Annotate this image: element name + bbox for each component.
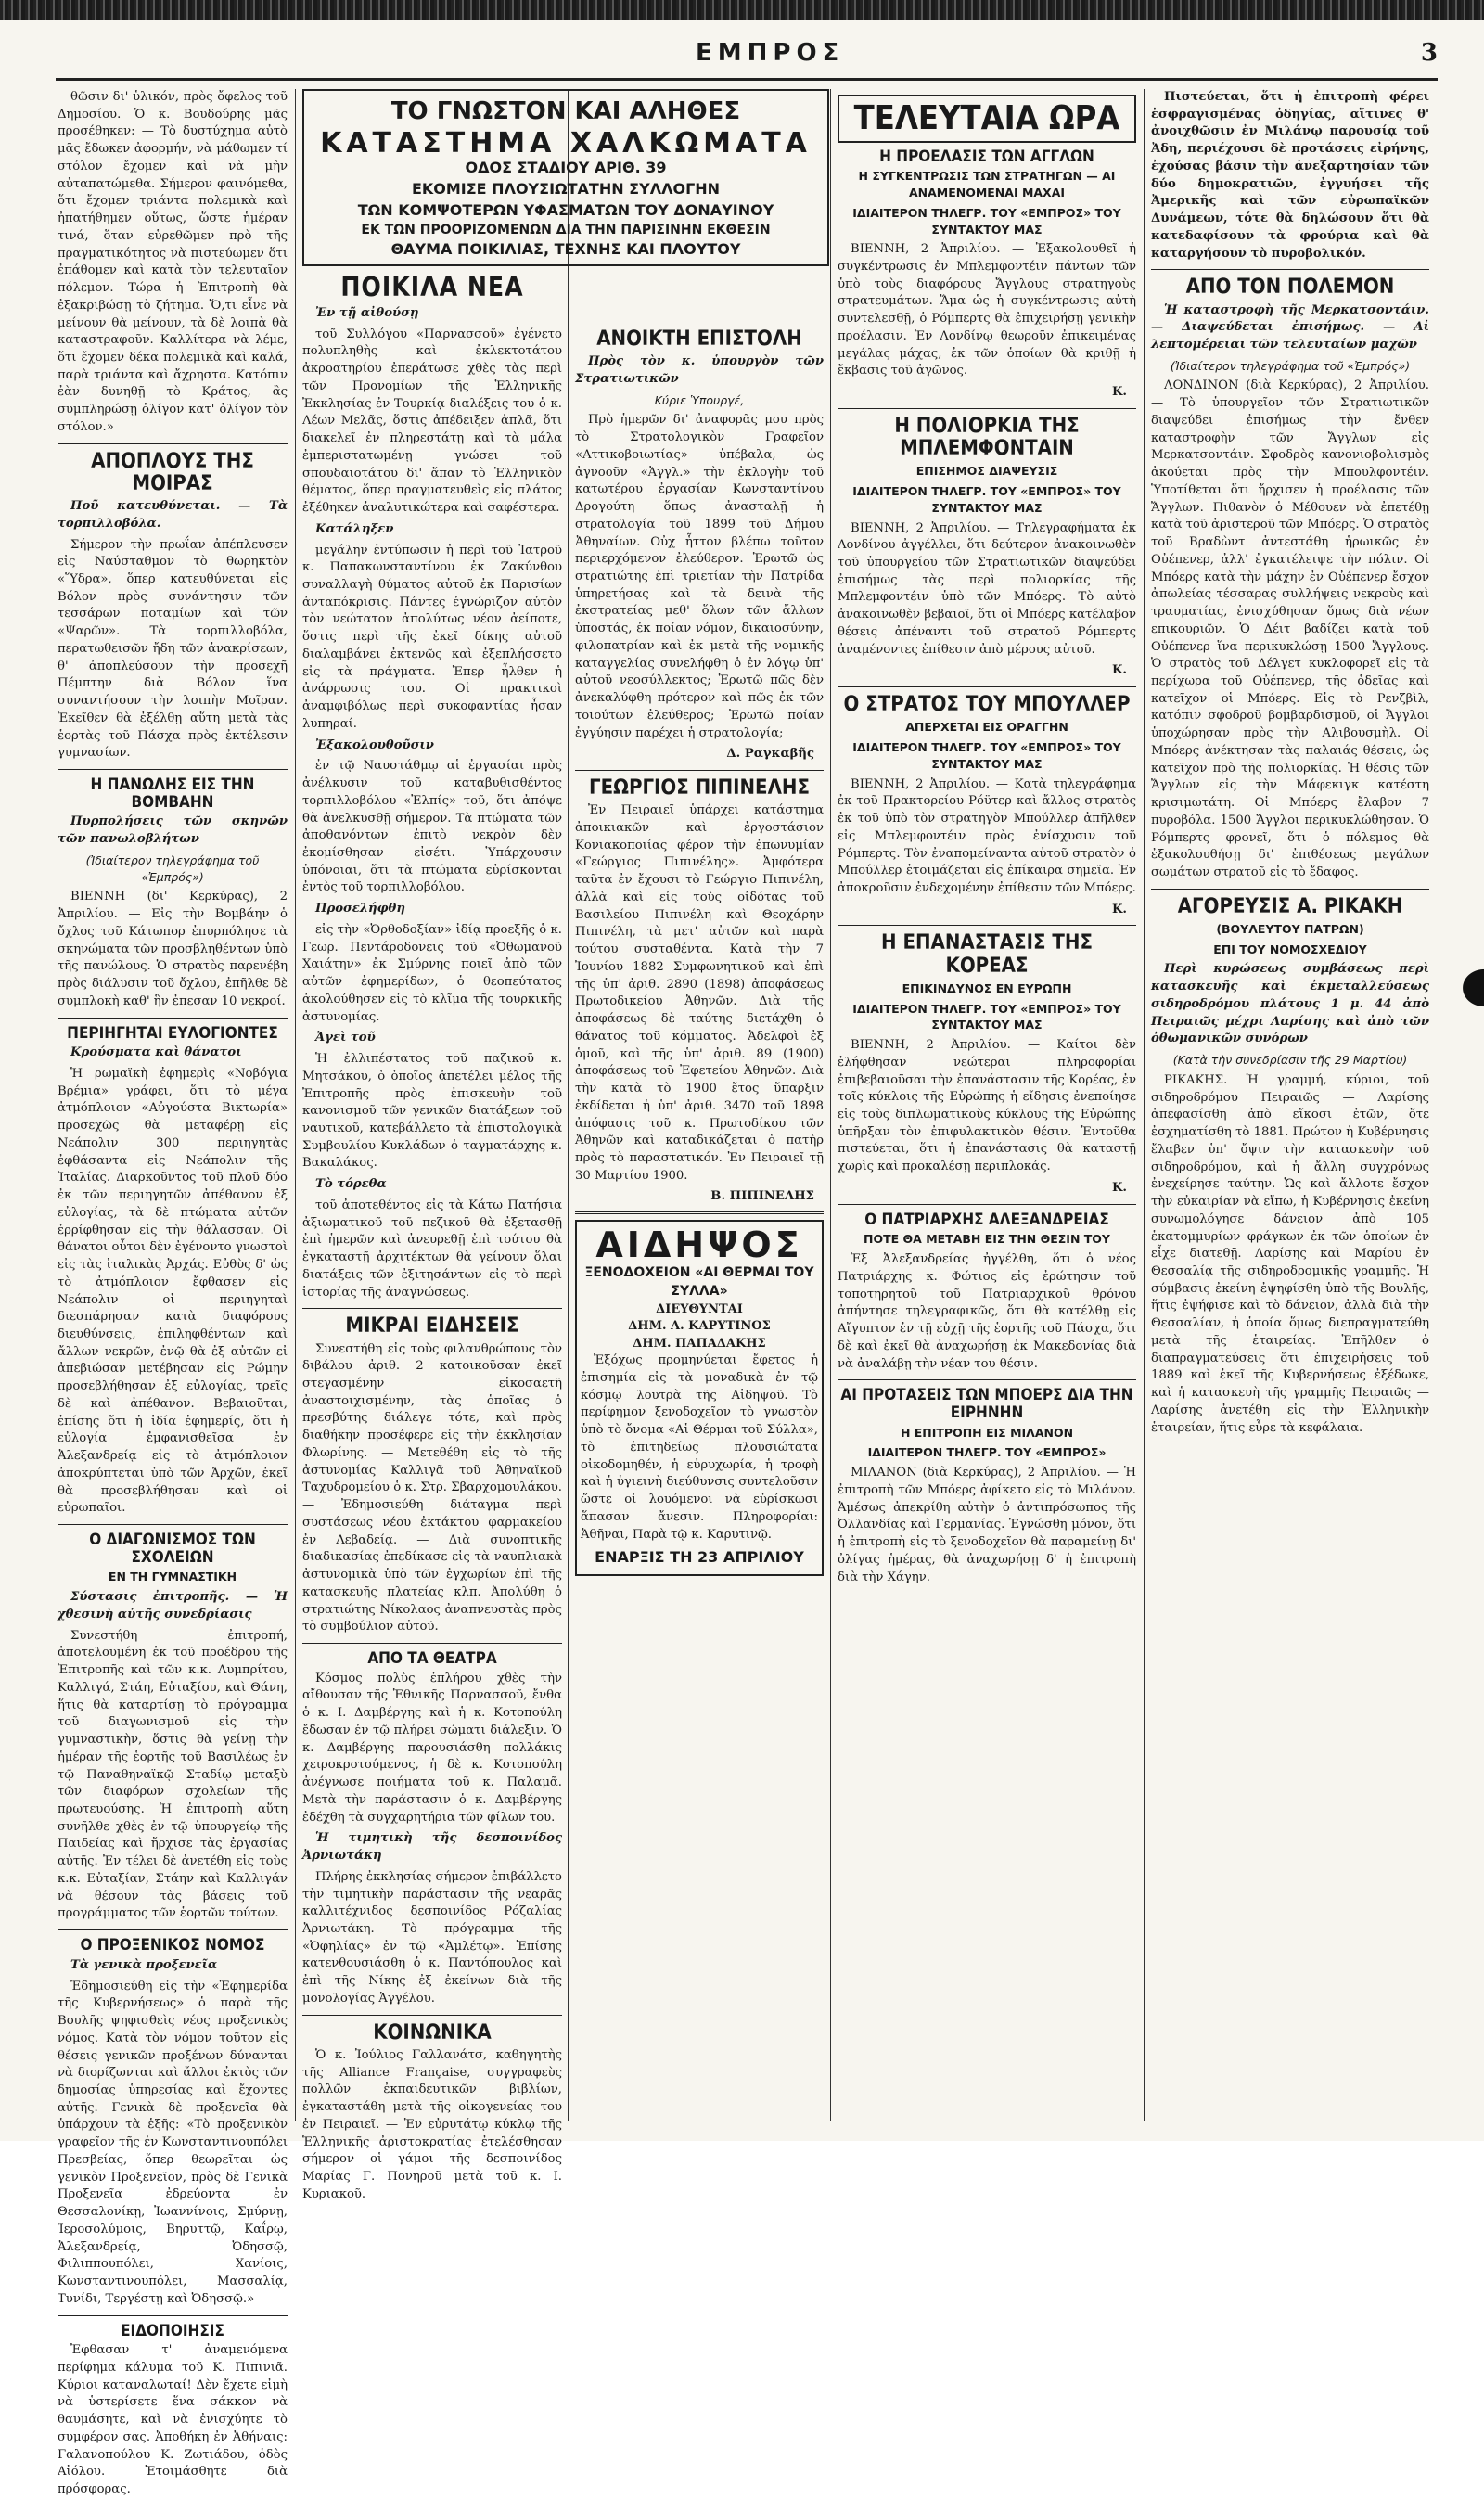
- newspaper-name: ΕΜΠΡΟΣ: [696, 39, 845, 67]
- article-body: Ἡ ρωμαϊκὴ ἐφημερὶς «Νοβόγια Βρέμια» γράφει, ὅτι τὸ μέγα ἀτμόπλοιον «Αὐγούστα Βικτωρία» προσεχῶς θὰ μεταφέρῃ εἰς Νεάπολιν 300 περιηγητὰς ἐφθάσαντα εἰς Νεάπολιν τῆς Ἰταλίας. Διαρκοῦντος τοῦ πλοῦ δύο ἐκ τῶν περιηγητῶν ἀπέθανον ἐξ εὐλογίας, τὰ δὲ πτώματα αὐτῶν ἐρρίφθησαν εἰς τὴν θάλασσαν. Οἱ θάνατοι οὗτοι δὲν ἐγένοντο γνωστοὶ εἰς τὰς ἰταλικὰς Ἀρχάς. Εὐθὺς δ' ὡς τὸ ἀτμόπλοιον ἔφθασεν εἰς Νεάπολιν οἱ περιηγηταὶ διεσπάρησαν κατὰ διαφόρους διευθύνσεις, ἐπιληφθέντων καὶ ἄλλων νεκρῶν, ἐνῷ θὰ ἐξ αὐτῶν εἰ ἀπεβιώσαν μετέβησαν εἰς Ρώμην προσεβλήθησαν ἐξ εὐλογίας, τρεῖς δὲ καὶ ἀπέθανον. Βεβαιοῦται, ἐπίσης ὅτι ἡ ἰδία ἐφημερίς, ὅτι ἡ εὐλογία ἐμφανισθεῖσα ἐν Ἀλεξανδρείᾳ εἰς τὸ ἀτμόπλοιον ἀποκρύπτεται ὑπὸ τῶν Ἀρχῶν, ἐκεῖ θὰ προσεβλήθησαν καὶ οἱ εὐρωπαῖοι.: [58, 1066, 288, 1516]
- column-rule: [568, 89, 569, 2121]
- column-4: [838, 89, 1136, 2130]
- article-continuation: θῶσιν δι' ὑλικόν, πρὸς ὄφελος τοῦ Δημοσίου. Ὁ κ. Βουδούρης μᾶς προσέθηκεν: — Τὸ δυστύχημα αὐτὸ μᾶς ἔδωκεν ἀφορμήν, νὰ μάθωμεν τί στόλον ἔχομεν καὶ νὰ μὴν αὐταπατώμεθα. Σήμερον φαινόμεθα, ὅτι ἔχομεν τριάντα πολεμικὰ καὶ ἠπατήθημεν οὕτως, ὥστε ἡμέραν τινά, ὅταν εὑρεθῶμεν πρὸ τῆς πραγματικότητος νὰ πιστεύωμεν ὅτι ἐπάθομεν καὶ κατὰ τὸν τελευταῖον πόλεμον. Τώρα ἡ Ἐπιτροπὴ θὰ ἐξακριβώσῃ τὸ ζήτημα. Ὅ,τι εἶνε νὰ μείνουν θὰ μείνουν, τὰ δὲ λοιπὰ θὰ καταστραφοῦν. Καλλίτερα νὰ λέμε, ὅτι ἔχομεν δέκα πολεμικὰ καὶ καλά, παρὰ τριάντα καὶ ἄχρηστα. Κατόπιν ἐὰν δυνηθῇ τὸ Κράτος, ἂς συμπληρώσῃ ὀλίγον κατ' ὀλίγον τὸν στόλον.»: [58, 90, 288, 434]
- ad-line: ΘΑΥΜΑ ΠΟΙΚΙΛΙΑΣ, ΤΕΧΝΗΣ ΚΑΙ ΠΛΟΥΤΟΥ: [390, 240, 741, 259]
- subheadline: ΕΠΙ ΤΟΥ ΝΟΜΟΣΧΕΔΙΟΥ: [1213, 942, 1367, 956]
- subheadline: Η ΕΠΙΤΡΟΠΗ ΕΙΣ ΜΙΛΑΝΟΝ: [900, 1425, 1074, 1440]
- headline-mikrai: ΜΙΚΡΑΙ ΕΙΔΗΣΕΙΣ: [345, 1314, 519, 1339]
- running-header: [65, 39, 1438, 76]
- ad-title: ΚΑΤΑΣΤΗΜΑ ΧΑΛΚΩΜΑΤΑ: [320, 126, 812, 160]
- signature: Κ.: [1111, 663, 1127, 678]
- signature: Κ.: [1111, 385, 1127, 400]
- headline-anoikti: ΑΝΟΙΚΤΗ ΕΠΙΣΤΟΛΗ: [596, 327, 802, 351]
- ad-body: Ἐξόχως προμηνύεται ἔφετος ἡ ἐπισημία εἰς τὰ μοναδικὰ ἐν τῷ κόσμῳ λουτρὰ τῆς Αἰδηψοῦ. Τὸ περίφημον ξενοδοχεῖον τὸ γνωστὸν ὑπὸ τὸ ὄνομα «Αἱ Θέρμαι τοῦ Σύλλα», τὸ ἐπιτηδείως πλουσιώτατα οἰκοδομηθέν, ἡ εὐρυχωρία, ἡ τροφὴ καὶ ἡ ὑγιεινὴ διεύθυνσις συντελοῦσιν ὥστε οἱ λουόμενοι νὰ εὑρίσκωσι ἅπασαν ἄνεσιν. Πληροφορίαι: Ἀθῆναι, Παρὰ τῷ κ. Καρυτινῷ.: [581, 1353, 818, 1542]
- article-body: ΒΙΕΝΝΗ (δι' Κερκύρας), 2 Ἀπριλίου. — Εἰς τὴν Βομβάην ὁ ὄχλος τοῦ Κάτωπορ ἐπυρπόλησε τὰ σκηνώματα τῶν προσβληθέντων ὑπὸ τῆς πανώλους. Ὁ στρατὸς παρενέβη πρὸς διάλυσιν τοῦ ὄχλου, ἐπῆλθε δὲ συμπλοκὴ καθ' ἣν ἐπεσαν 10 νεκροί.: [58, 890, 288, 1008]
- article-body: Ἐδημοσιεύθη εἰς τὴν «Ἐφημερίδα τῆς Κυβερνήσεως» ὁ παρὰ τῆς Βουλῆς ψηφισθεὶς νέος προξενικὸς νόμος. Κατὰ τὸν νόμον τοῦτον εἰς θέσεις γενικῶν προξένων δύνανται νὰ διορίζωνται καὶ ἄλλοι ἐκτὸς τῶν δημοσίας ὑπηρεσίας καὶ ἔχοντες αὐτῆς. Γενικὰ δὲ προξενεῖα θὰ ὑπάρχουν τὰ ἑξῆς: «Τὸ προξενικὸν γραφεῖον τῆς ἐν Κωνσταντινουπόλει Πρεσβείας, ὅπερ θεωρεῖται ὡς γενικὸν Προξενεῖον, πρὸς δὲ Γενικὰ Προξενεῖα ἐδρεύοντα ἐν Θεσσαλονίκῃ, Ἰωαννίνοις, Σμύρνῃ, Ἱεροσολύμοις, Βηρυττῷ, Καΐρῳ, Ἀλεξανδρείᾳ, Ὀδησσῷ, Φιλιππουπόλει, Χανίοις, Κωνσταντινουπόλει, Μασσαλίᾳ, Τυνίδι, Τεργέστῃ καὶ Ὀδησσῷ.»: [58, 1979, 288, 2306]
- subheadline: ΕΠΙΣΗΜΟΣ ΔΙΑΨΕΥΣΙΣ: [915, 464, 1058, 479]
- article-body: Ἡ ἐλλιπέστατος τοῦ παζικοῦ κ. Μητσάκου, ὁ ὁποῖος ἀπετέλει μέλος τῆς Ἐπιτροπῆς πρὸς ἐπισκευὴν τοῦ κανονισμοῦ τῶν γενικῶν διατάξεων τοῦ ναυτικοῦ, κατεβάλλετο τὰ ἐπιστολογικὰ Συμβουλίου Κυκλάδων ὁ ταγματάρχης κ. Βακαλάκος.: [302, 1052, 562, 1171]
- kicker: Κρούσματα καὶ θάνατοι: [70, 1045, 242, 1060]
- article-body: μεγάλην ἐντύπωσιν ἡ περὶ τοῦ Ἰατροῦ κ. Παπακωνσταντίνου ἐκ Ζακύνθου συναλλαγὴ θύματος αὐτοῦ ἐκ Παρισίων ἀνταπόκρισις. Πάντες ἐγνώριζον αὐτὸν τὸν νεώτατον ἀπολύτως νέον ἀείποτε, ὅστις περὶ τῆς ἐκεῖ δίκης αὐτοῦ διαλαμβάνει ἐκτενῶς καὶ ἐξεπλήσσετο εἰς τὰ πράγματα. Ἐπερ ἦλθεν ἡ ἀνάρρωσις του. Οἱ πρακτικοὶ ἀναμφιβόλως περὶ συκοφαντίας ἦσαν λυπηραί.: [302, 543, 562, 731]
- article-body: Σήμερον τὴν πρωΐαν ἀπέπλευσεν εἰς Ναύσταθμον τὸ θωρηκτὸν «Ὕδρα», ὅπερ κατευθύνεται εἰς Βόλον πρὸς συνάντησιν τῶν τεσσάρων ποταμίων καὶ τῶν «Ψαρῶν». Τὰ τορπιλλοβόλα, περατωθεισῶν ἤδη τῶν ἀνακρίσεων, θ' ἀποπλεύσουν τὴν προσεχῆ Πέμπτην διὰ Βόλον ἵνα συναντήσουν τὴν λοιπὴν Μοῖραν. Ἐκεῖθεν θὰ ἐξέλθῃ αὕτη μετὰ τὰς ἑορτὰς τοῦ Πάσχα πρὸς ἐκτέλεσιν γυμνασίων.: [58, 537, 288, 761]
- headline-teleutaia-ora: ΤΕΛΕΥΤΑΙΑ ΩΡΑ: [838, 95, 1136, 143]
- signature: Κ.: [1111, 902, 1127, 916]
- article-body: ΒΙΕΝΝΗ, 2 Ἀπριλίου. — Καίτοι δὲν ἐλήφθησαν νεώτεραι πληροφορίαι ἐπιβεβαιοῦσαι τὴν ἐπανάστασιν τῆς Κορέας, ἐν τοῖς κύκλοις τῆς Εὐρώπης ἡ εἴδησις ἐνεποίησε εἰς τοὺς διπλωματικοὺς κύκλους τῆς Εὐρώπης ὑπῆρξαν τὸν ἐπιφυλακτικὸν θέσιν. Ἐντοῦθα πιστεύεται, ὅτι ἡ ἐπανάστασις θὰ καταστῇ χωρὶς καὶ προκαλέσῃ περιπλοκάς.: [838, 1038, 1136, 1174]
- page-number: 3: [1420, 39, 1438, 67]
- signature: Κ.: [1111, 1180, 1127, 1195]
- article-body: ΒΙΕΝΝΗ, 2 Ἀπριλίου. — Ἐξακολουθεῖ ἡ συγκέντρωσις ἐν Μπλεμφοντέιν πάντων τῶν ὑπὸ τοὺς διαφόρους Ἄγγλους στρατηγοὺς στρατευμάτων. Ἅμα ὡς ἡ συγκέντρωσις αὐτὴ συντελεσθῇ, ὁ Ρόμπερτς θὰ ἐπιχειρήσῃ γενικὴν προέλασιν. Ἐν Λονδίνῳ θεωροῦν ἐπικειμένας μεγάλας μάχας, ἐκ τῶν ὁποίων θὰ κριθῇ ἡ ἔκβασις τοῦ ἀγῶνος.: [838, 242, 1136, 378]
- telegram-note: ΙΔΙΑΙΤΕΡΟΝ ΤΗΛΕΓΡ. ΤΟΥ «ΕΜΠΡΟΣ»: [867, 1445, 1107, 1460]
- salutation: Κύριε Ὑπουργέ,: [654, 392, 745, 407]
- headline-apoplous: ΑΠΟΠΛΟΥΣ ΤΗΣ ΜΟΙΡΑΣ: [91, 449, 254, 495]
- kicker: Ἐν τῇ αἰθούσῃ: [315, 305, 419, 320]
- article-body: Ἐφθασαν τ' ἀναμενόμενα περίφημα κάλυμα τοῦ Κ. Πιπινιᾶ. Κύριοι καταναλωταί! Δὲν ἔχετε εἰμὴ νὰ ὑστερίσετε ἕνα σάκκον νὰ θαυμάσητε, καὶ νὰ ἐνισχύητε τὸ συμφέρον σας. Ἀποθήκη ἐν Ἀθήναις: Γαλανοπούλου Κ. Ζωτιάδου, ὁδὸς Αἰόλου. Ἐτοιμάσθητε διὰ πρόσφορας.: [58, 2343, 288, 2497]
- kicker: Ἡ καταστροφὴ τῆς Μερκατσοντάιν. — Διαψεύδεται ἐπισήμως. — Αἱ λεπτομέρειαι τῶν τελευταίων μαχῶν: [1151, 302, 1429, 352]
- article-body: ΡΙΚΑΚΗΣ. Ἡ γραμμή, κύριοι, τοῦ σιδηροδρόμου Πειραιῶς — Λαρίσης ἀπεφασίσθη ἀπὸ εἴκοσι ἐτῶν, ὅτε ἐσχηματίσθη τὸ 1881. Πρώτον ἡ Κυβέρνησις ἔλαβεν ὑπ' ὄψιν τὴν κατασκευὴν τοῦ σιδηροδρόμου, καὶ ἡ ἄλλη συγχρόνως ἐνεχείρησε ταύτην. Ὡς καὶ ἄλλοτε ἔσχον τὴν εὐκαιρίαν νὰ εἴπω, ἡ Κυβέρνησις ἐκείνη συνωμολόγησε δάνειον ἀπὸ 105 ἑκατομμυρίων φράγκων ἐκ τῶν ὁποίων ἐν εἶχε διατεθῇ. Λαρίσης καὶ Μαρίου ἐν Θεσσαλίᾳ τῆς σιδηροδρομικῆς γραμμῆς. Ἡ σύμβασις ἐκείνη ἐψηφίσθη ὑπὸ τῆς Βουλῆς, ἥτις ἐψήφισε καὶ τὸ δάνειον, ἀλλὰ διὰ τὴν Θεσσαλίαν, ἡ ὁποία ὅμως διεπραγματεύθη μετὰ τῆς ἑταιρείας. Ἐπῆλθεν ὁ διαπραγματεύσεις ὅτι ἐπιχειρήσεις τοῦ 1889 καὶ ἐκεῖ τῆς Κυβερνήσεως ἐξέδωκε, καὶ ἡ κατασκευὴ τῆς γραμμῆς Πειραιῶς — Λαρίσης ἀνετέθη εἰς τὴν Ἑλληνικὴν ἑταιρείαν, ἥτις εὗρε τὰ κεφάλαια.: [1151, 1072, 1429, 1435]
- kicker: Ἡ τιμητικὴ τῆς δεσποινίδος Ἀρνιωτάκη: [302, 1831, 562, 1864]
- advertisement-aidipsos: [575, 1220, 824, 1576]
- article-body: Ἐν Πειραιεῖ ὑπάρχει κατάστημα ἀποικιακῶν καὶ ἐργοστάσιον Κονιακοποιίας φέρον τὴν ἐπωνυμίαν «Γεώργιος Πιπινέλης». Ἀμφότερα ταῦτα ἐν ἔχουσι τὸ Γεώργιο Πιπινέλη, ἀλλὰ καὶ εἰς τοὺς οἰδότας τοῦ Βασιλείου Πιπινέλη καὶ Θεοχάρην Πιπινέλη, τὰ μετ' αὐτῶν καὶ παρὰ τούτου συσταθέντα. Κατὰ τὴν 7 Ἰουνίου 1882 Συμφωνητικοῦ καὶ ἐπὶ τῆς ὑπ' ἀριθ. 2890 (1898) ἀποφάσεως Πρωτοδικείου Ἀθηνῶν. Διὰ τῆς ἀποφάσεως δὲ ταύτης διετάχθη ὁ θάνατος τοῦ κόμματος. Ἀδελφοὶ ἐξ ὁμοῦ, καὶ τῆς ὑπ' ἀριθ. 89 (1900) ἀποφάσεως τοῦ Ἐφετείου Ἀθηνῶν. Διὰ τὴν κατὰ τὸ 1900 ἔτος ὕπαρξιν ἐκδίδεται ἡ ὑπ' ἀριθ. 3470 τοῦ 1898 ἀπόφασις τοῦ κ. Πρωτοδίκου τῶν Ἀθηνῶν καὶ καταδικάζεται ὁ πατὴρ πρὸς τὸ παραστατικόν. Ἐν Πειραιεῖ τῇ 30 Μαρτίου 1900.: [575, 803, 824, 1183]
- article-body: Συνεστήθη εἰς τοὺς φιλανθρώπους τὸν διβάλου ἀριθ. 2 κατοικοῦσαν ἐκεῖ στεγασμένην εἰκοσαετῆ ἀναστοιχισμένην, τὰς ὁποῖας ὁ πρεσβύτης διάλεγε τότε, καὶ πρὸς διαθήκην προσέφερε εἰς τὴν ἐκκλησίαν Φλωρίνης. — Μετεθέθη εἰς τὸ τῆς ἀστυνομίας Καλλιγᾶ τοῦ Ἀθηναϊκοῦ Ταχυδρομείου ὁ κ. Στρ. Σβαρχομουλάκου. — Ἐδημοσιεύθη διάταγμα περὶ συστάσεως νέου ἐκτάκτου φαρμακείου ἐν Λεβαδείᾳ. — Διὰ συνοπτικῆς διαδικασίας ἐπεδίκασε εἰς τὰ ναυπλιακὰ ἀστυνομικὰ ὑπὸ τῶν ἐγχωρίων ἐπὶ τῆς κατασκευῆς πλατείας κλπ. Ἀπολύθη ὁ στρατιώτης Νίκολαος ἀναπνευστὰς πρὸς τὸ συμβούλιον αὐτοῦ.: [302, 1341, 562, 1634]
- article-continuation: Πιστεύεται, ὅτι ἡ ἐπιτροπὴ φέρει ἐσφραγισμένας ὁδηγίας, αἵτινες θ' ἀνοιχθῶσιν ἐν Μιλάνῳ παρουσίᾳ τοῦ Ἀδη, περιέχουσι δὲ προτάσεις εἰρήνης, ἐχούσας βάσιν τὴν ἀνεξαρτησίαν τῶν δύο δημοκρατιῶν, ἐγγυήσει τῆς Ἀμερικῆς καὶ τῶν εὐρωπαϊκῶν Δυνάμεων, τότε θὰ δηλώσουν ὅτι θὰ κατεδαφίσουν τὰ φρούρια καὶ θὰ καταργήσουν τὸ πυροβολικόν.: [1151, 90, 1429, 261]
- header-rule: [56, 78, 1438, 81]
- kicker: Περὶ κυρώσεως συμβάσεως περὶ κατασκευῆς καὶ ἐκμεταλλεύσεως σιδηροδρόμου πλάτους 1 μ. 44 ἀπὸ Πειραιῶς μέχρι Λαρίσης καὶ ἀπὸ τῶν ὀθωμανικῶν συνόρων: [1151, 962, 1429, 1046]
- article-body: Ἐξ Ἀλεξανδρείας ἠγγέλθη, ὅτι ὁ νέος Πατριάρχης κ. Φώτιος εἰς ἐρώτησιν τοῦ τοποτηρητοῦ τοῦ Πατριαρχικοῦ θρόνου ἀπήντησε τηλεγραφικῶς, ὅτι θὰ κατέλθῃ εἰς Αἴγυπτον ἐν τῇ εὐχῇ τῆς ἑορτῆς τοῦ Πάσχα, ὅτι δὲ καὶ ἐκεῖ θὰ ἀναχωρήσῃ ἐκ Μακεδονίας διὰ νὰ ἀναλάβῃ τὴν νέαν του θέσιν.: [838, 1252, 1136, 1371]
- ad-address: ΟΔΟΣ ΣΤΑΔΙΟΥ ΑΡΙΘ. 39: [465, 159, 667, 177]
- headline-polemos: ΑΠΟ ΤΟΝ ΠΟΛΕΜΟΝ: [1185, 276, 1395, 300]
- kicker: Προσελήφθη: [315, 902, 405, 916]
- headline-diagonismos: Ο ΔΙΑΓΩΝΙΣΜΟΣ ΤΩΝ ΣΧΟΛΕΙΩΝ: [89, 1531, 256, 1567]
- headline-eidopoiisis: ΕΙΔΟΠΟΙΗΣΙΣ: [121, 2321, 224, 2340]
- column-rule: [295, 89, 296, 2121]
- column-5: [1151, 89, 1429, 2130]
- headline-agoreusis: ΑΓΟΡΕΥΣΙΣ Α. ΡΙΚΑΚΗ: [1177, 894, 1403, 918]
- subheadline: ΕΝ ΤΗ ΓΥΜΝΑΣΤΙΚΗ: [108, 1570, 237, 1584]
- subheadline: ΠΟΤΕ ΘΑ ΜΕΤΑΒΗ ΕΙΣ ΤΗΝ ΘΕΣΙΝ ΤΟΥ: [864, 1232, 1110, 1247]
- kicker: Κατάληξεν: [315, 521, 394, 536]
- session-note: (Κατὰ τὴν συνεδρίασιν τῆς 29 Μαρτίου): [1172, 1053, 1408, 1068]
- ad-line: ΞΕΝΟΔΟΧΕΙΟΝ «ΑΙ ΘΕΡΜΑΙ ΤΟΥ ΣΥΛΛΑ»: [584, 1265, 814, 1299]
- telegram-note: ΙΔΙΑΙΤΕΡΟΝ ΤΗΛΕΓΡ. ΤΟΥ «ΕΜΠΡΟΣ» ΤΟΥ ΣΥΝΤΑΚΤΟΥ ΜΑΣ: [852, 484, 1121, 515]
- headline-panolis: Η ΠΑΝΩΛΗΣ ΕΙΣ ΤΗΝ ΒΟΜΒΑΗΝ: [90, 775, 255, 812]
- article-body: ΒΙΕΝΝΗ, 2 Ἀπριλίου. — Κατὰ τηλεγράφημα ἐκ τοῦ Πρακτορείου Ρόϋτερ καὶ ἄλλος στρατὸς ἐκ τοῦ ὑπὸ τὸν στρατηγὸν Μπούλλερ ἀπῆλθεν εἰς Μπλεμφοντέιν πρὸς ἐνίσχυσιν τοῦ Ρόμπερτς. Τὸν ἐναπομείναντα αὐτοῦ στρατὸν ὁ Μπούλλερ ἑτοιμάζεται εἰς ἐπίκαιρα σημεῖα. Ἐν ἀποκροῦσιν ἐνδεχομένην ἐπίθεσιν τῶν Μπόερς.: [838, 776, 1136, 895]
- headline-koinonika: ΚΟΙΝΩΝΙΚΑ: [373, 2020, 492, 2044]
- headline-protaseis: ΑΙ ΠΡΟΤΑΣΕΙΣ ΤΩΝ ΜΠΟΕΡΣ ΔΙΑ ΤΗΝ ΕΙΡΗΝΗΝ: [840, 1386, 1133, 1422]
- column-rule: [1144, 89, 1145, 2121]
- telegram-note: ΙΔΙΑΙΤΕΡΟΝ ΤΗΛΕΓΡ. ΤΟΥ «ΕΜΠΡΟΣ» ΤΟΥ ΣΥΝΤΑΚΤΟΥ ΜΑΣ: [852, 740, 1121, 771]
- article-body: Ὁ κ. Ἰούλιος Γαλλανάτσ, καθηγητὴς τῆς Alliance Française, συγγραφεὺς πολλῶν ἐκπαιδευτικῶν βιβλίων, ἐγκαταστάθη μετὰ τῆς οἰκογενείας του ἐν Πειραιεῖ. — Ἐν εὐρυτάτῳ κύκλῳ τῆς Ἑλληνικῆς ἀριστοκρατίας ἐτελέσθησαν σήμερον οἱ γάμοι τῆς δεσποινίδος Μαρίας Γ. Πονηροῦ μετὰ τοῦ κ. Ι. Κυριακοῦ.: [302, 2047, 562, 2201]
- kicker: Πυρπολήσεις τῶν σκηνῶν τῶν πανωλοβλήτων: [58, 814, 288, 847]
- column-3: [575, 89, 824, 2130]
- column-1: [58, 89, 288, 2497]
- article-body: εἰς τὴν «Ὀρθοδοξίαν» ἰδίᾳ προεξῆς ὁ κ. Γεωρ. Πεντάροδονεις τοῦ «Ὀθωμανοῦ Χαιάτην» ἐκ Σμύρνης ποιεῖ ἀπὸ τῶν αὐτῶν ἐφημερίδων, ὁ θεοπεύτατος ἀκολούθησεν εἰς τὸ κλῖμα τῆς τουρκικῆς ἀστυνομίας.: [302, 922, 562, 1024]
- binding-shadow: [1447, 955, 1484, 1020]
- telegram-note: ΙΔΙΑΙΤΕΡΟΝ ΤΗΛΕΓΡ. ΤΟΥ «ΕΜΠΡΟΣ» ΤΟΥ ΣΥΝΤΑΚΤΟΥ ΜΑΣ: [852, 205, 1121, 237]
- ad-line: ΤΟ ΓΝΩΣΤΟΝ ΚΑΙ ΑΛΗΘΕΣ: [390, 97, 741, 125]
- kicker: Ἀγεὶ τοῦ: [315, 1031, 376, 1045]
- article-body: τοῦ Συλλόγου «Παρνασσοῦ» ἐγένετο πολυπληθὴς καὶ ἐκλεκτοτάτου ἀκροατηρίου ἐπεράτωσε χθὲς τὰς περὶ τῶν Προνομίων τῆς Ἑλληνικῆς Ἐκκλησίας ἐν Τουρκίᾳ διαλέξεις του ὁ κ. Λέων Μελᾶς, ὅστις ἀπέδειξεν ἁπλᾶ, ὅτι διακελεῖ ἐν πληρεστάτῃ καὶ τὰ μάλα ἐμπεριστατωμένῃ γνώσει τοῦ σπουδαιοτάτου δι' ἅπαν τὸ Ἑλληνικὸν θέματος, ὅπερ πραγματευθεὶς εἰς πλάτος ἐξέθηκεν ἀναλυτικώτερα καὶ σαφέστερα.: [302, 327, 562, 516]
- article-body: Κόσμος πολὺς ἐπλήρου χθὲς τὴν αἴθουσαν τῆς Ἐθνικῆς Παρνασσοῦ, ἔνθα ὁ κ. Ι. Δαμβέργης καὶ ἡ κ. Κοτοπούλη ἔδωσαν ἐν τῷ πλήρει σώματι διάλεξιν. Ὁ κ. Δαμβέργης παρουσιάσθη πολλάκις χειροκροτούμενος, ἡ δὲ κ. Κοτοπούλη ἀνέγνωσε ποιήματα τοῦ κ. Παλαμᾶ. Μετὰ τὴν παράστασιν ὁ κ. Δαμβέργης ἐδέχθη τὰ συγχαρητήρια τῶν φίλων του.: [302, 1671, 562, 1825]
- article-body: Πλήρης ἐκκλησίας σήμερον ἐπιβάλλετο τὴν τιμητικὴν παράστασιν τῆς νεαρᾶς καλλιτέχνιδος δεσποινίδος Ρόζαλίας Ἀρνιωτάκη. Τὸ πρόγραμμα τῆς «Ὀφηλίας» ἐν τῷ «Ἀμλέτῳ». Ἐπίσης κατενθουσιάσθη ὁ κ. Παντόπουλος καὶ ἐπὶ τῆς Νίκης ἐξ ἐκείνων διὰ τῆς μονολογίας Ἀγγέλου.: [302, 1869, 562, 2006]
- article-body: ΒΙΕΝΝΗ, 2 Ἀπριλίου. — Τηλεγραφήματα ἐκ Λονδίνου ἀγγέλλει, ὅτι δεύτερον ἀνακοινωθὲν τοῦ ὑπουργείου τῶν Στρατιωτικῶν διαψεύδει ἐπισήμως τὰς περὶ πολιορκίας τῆς Μπλεμφοντέιν ὑπὸ τῶν Μπόερς. Τὸ αὐτὸ ἀνακοινωθὲν βεβαιοῖ, ὅτι οἱ Μπόερς κατέλαβον θέσεις ἀπέναντι τοῦ στρατοῦ Ρόμπερτς ἀναμένοντες ἐπίθεσιν ἀπὸ μέρους αὐτοῦ.: [838, 520, 1136, 657]
- scan-edge: [0, 0, 1484, 20]
- ad-line: ΤΩΝ ΚΟΜΨΟΤΕΡΩΝ ΥΦΑΣΜΑΤΩΝ ΤΟΥ ΔΟΝΑΥΙΝΟΥ: [357, 200, 774, 219]
- kicker: Τὸ τόρεθα: [315, 1177, 387, 1192]
- ad-line: ΕΚΟΜΙΣΕ ΠΛΟΥΣΙΩΤΑΤΗΝ ΣΥΛΛΟΓΗΝ: [411, 180, 721, 199]
- subheadline: ΕΠΙΚΙΝΔΥΝΟΣ ΕΝ ΕΥΡΩΠΗ: [902, 980, 1072, 995]
- article-body: Πρὸ ἡμερῶν δι' ἀναφορᾶς μου πρὸς τὸ Στρατολογικὸν Γραφεῖον «Αττικοβοιωτίας» ὑπέβαλα, ὡς ἀγνοοῦν «Ἀγγλ.» τὴν ἐκλογὴν τοῦ κατωτέρου ἐργασίαν Κωνσταντίνου Δρογούτη ὅπως ἀνασταλῇ ἡ στρατολογία τοῦ 1899 τοῦ Δήμου Ἀθηναίων. Οὐχ ἧττον βλέπω τοῦτον περιερχόμενον ἐλεύθερον. Ἐρωτῶ ὡς στρατιώτης ἐπὶ τριετίαν τὴν Πατρίδα ὑπηρετήσας καὶ τὰ δεινὰ τῆς ἐκστρατείας μεθ' ὅλων τῶν ἄλλων ὑποστάς, ἐκ ποίαν νόμον, δικαιοσύνην, φιλοπατρίαν καὶ ἐκ μετὰ τῆς νομικῆς καταγγελίας συνελήφθη ὁ ἐν λόγῳ ὑπ' αὐτοῦ νεοσύλλεκτος; Ἐρωτῶ πῶς δὲν ἀνεκαλύφθη πρότερον καὶ πῶς ἐκ τῶν τοιούτων ἐλεύθερος; Ἐρωτῶ ποίαν ἐγγύησιν παρέχει ἡ στρατολογία;: [575, 413, 824, 740]
- ad-line: ΔΗΜ. Λ. ΚΑΡΥΤΙΝΟΣ: [628, 1319, 771, 1334]
- kicker: Σύστασις ἐπιτροπῆς. — Ἡ χθεσινὴ αὐτῆς συνεδρίασις: [58, 1590, 288, 1621]
- headline-patriarchis: Ο ΠΑΤΡΙΑΡΧΗΣ ΑΛΕΞΑΝΔΡΕΙΑΣ: [864, 1210, 1109, 1229]
- headline-theatra: ΑΠΟ ΤΑ ΘΕΑΤΡΑ: [367, 1649, 497, 1669]
- subheadline: Η ΣΥΓΚΕΝΤΡΩΣΙΣ ΤΩΝ ΣΤΡΑΤΗΓΩΝ — ΑΙ ΑΝΑΜΕΝΟΜΕΝΑΙ ΜΑΧΑΙ: [858, 169, 1116, 200]
- headline-pipinelis: ΓΕΩΡΓΙΟΣ ΠΙΠΙΝΕΛΗΣ: [588, 776, 810, 801]
- headline-periigitai: ΠΕΡΙΗΓΗΤΑΙ ΕΥΛΟΓΙΟΝΤΕΣ: [67, 1023, 278, 1043]
- article-body: ἐν τῷ Ναυστάθμῳ αἱ ἐργασίαι πρὸς ἀνέλκυσιν τοῦ καταβυθισθέντος τορπιλλοβόλου «Ἐλπίς» τοῦ, ὅτι ἀπόψε θὰ ἀνελκυσθῇ σήμερον. Τὰ πτώματα τῶν ἀποθανόντων ἐπιτὸ νεκρὸν δὲν ἐκομίσθησαν εἰσέτι. Ὑπάρχουσιν ὑπόνοιαι, ὅτι τὰ πτώματα εὑρίσκονται ἐντὸς τοῦ τορπιλλοβόλου.: [302, 759, 562, 895]
- ad-title: ΑΙΔΗΨΟΣ: [595, 1224, 803, 1266]
- headline-poliorkia: Η ΠΟΛΙΟΡΚΙΑ ΤΗΣ ΜΠΛΕΜΦΟΝΤΑΙΝ: [894, 414, 1080, 461]
- signature: Δ. Ραγκαβῆς: [726, 747, 814, 762]
- telegram-note: (Ἰδιαίτερον τηλεγράφημα τοῦ «Ἐμπρός»): [85, 852, 260, 884]
- ad-line: ΕΚ ΤΩΝ ΠΡΟΟΡΙΖΟΜΕΝΩΝ ΔΙΑ ΤΗΝ ΠΑΡΙΣΙΝΗΝ ΕΚΘΕΣΙΝ: [361, 222, 771, 237]
- kicker: Τὰ γενικὰ προξενεῖα: [70, 1957, 218, 1972]
- subheadline: ΑΠΕΡΧΕΤΑΙ ΕΙΣ ΟΡΑΓΓΗΝ: [905, 720, 1068, 735]
- article-body: ΛΟΝΔΙΝΟΝ (διὰ Κερκύρας), 2 Ἀπριλίου. — Τὸ ὑπουργεῖον τῶν Στρατιωτικῶν διαψεύδει ἐπισήμως τὴν ἔνθεν καταστροφὴν τῶν Ἄγγλων εἰς Μερκατσοντάιν. Σφοδρὸς κανονιοβολισμὸς ἀκούεται πρὸς τὴν Μπουλφοντέιν. Ὑποτίθεται ὅτι ἤρχισεν ἡ προέλασις τῶν Ἄγγλων. Πιθανὸν ὁ Μέθουεν νὰ ἐπετέθῃ κατὰ τοῦ ἀριστεροῦ τῶν Μπόερς. Ὁ στρατὸς τοῦ Βραδὼντ ἀντεστάθη ἡρωικῶς ἐν Οὐέπενερ, ἀλλ' ἐγκατέλειψε τὴν πόλιν. Οἱ Μπόερς κατὰ τὴν μάχην ἐν Οὐέπενερ ἔσχον ἀπωλείας τέσσαρας συλλήψεις νεκροὺς καὶ τραυματίας, ἐνισχύθησαν ὅμως διὰ νέων επικουριῶν. Ὁ Δέιτ βαδίζει κατὰ τοῦ Οὐέπενερ ἵνα περικυκλώσῃ 1500 Ἄγγλους. Ὁ στρατὸς τοῦ Δέλγετ κυκλοφορεῖ εἰς τὰ περίχωρα τοῦ Οὐέπενερ, τῆς ὁδεῖας καὶ κατεῖχον οἱ Μπόερς. Εἰς τὸ Ρενζβὶλ, κατόπιν σφοδροῦ βομβαρδισμοῦ, οἱ Ἄγγλοι ὑποχώρησαν πρὸς τὴν Αλιβουσμὴλ. Οἱ Μπόερς ἀνέκτησαν τὰς παλαιάς θέσεις, ὡς κατεῖχον πρὸ τῆς πολιορκίας. Ἡ θέσις τῶν Ἄγγλων εἰς τὴν Μάφεκιγκ κατέστη κρισιμωτάτη. Οἱ Μπόερς ἔλαβον 7 πυροβόλα. 1500 Ἄγγλοι περικυκλώθησαν. Ὁ Ρόμπερτς φρονεῖ, ὅτι ὁ πόλεμος θὰ ἐξακολουθήσῃ δι' ἐπιθέσεως μεγάλων σωμάτων στρατοῦ εἰς τὸ ἔδαφος.: [1151, 378, 1429, 880]
- headline-korea: Η ΕΠΑΝΑΣΤΑΣΙΣ ΤΗΣ ΚΟΡΕΑΣ: [881, 931, 1093, 978]
- telegram-note: (Ἰδιαίτερον τηλεγράφημα τοῦ «Ἐμπρός»): [1170, 358, 1411, 373]
- headline-boullér: Ο ΣΤΡΑΤΟΣ ΤΟΥ ΜΠΟΥΛΛΕΡ: [843, 693, 1131, 717]
- article-body: ΜΙΛΑΝΟΝ (διὰ Κερκύρας), 2 Ἀπριλίου. — Ἡ ἐπιτροπὴ τῶν Μπόερς ἀφίκετο εἰς τὸ Μιλάνον. Ἀμέσως ἀπεκρίθη αὐτὴν ὁ ἀντιπρόσωπος τῆς Ὀλλανδίας καὶ Γερμανίας. Ἐγνώσθη μόνον, ὅτι ἡ ἐπιτροπὴ εἰς τὸ ξενοδοχεῖον θὰ παραμείνῃ δι' ὀλίγας ἡμέρας, θὰ ἀναχωρήσῃ δ' ἡ ἐπιτροπὴ διὰ τὴν Χάγην.: [838, 1466, 1136, 1584]
- kicker: Ποῦ κατευθύνεται. — Τὰ τορπιλλοβόλα.: [58, 499, 288, 531]
- column-rule: [830, 89, 831, 2121]
- ad-line: ΕΝΑΡΞΙΣ ΤΗ 23 ΑΠΡΙΛΙΟΥ: [595, 1548, 804, 1567]
- telegram-note: ΙΔΙΑΙΤΕΡΟΝ ΤΗΛΕΓΡ. ΤΟΥ «ΕΜΠΡΟΣ» ΤΟΥ ΣΥΝΤΑΚΤΟΥ ΜΑΣ: [852, 1001, 1121, 1032]
- ad-line: ΔΗΜ. ΠΑΠΑΔΑΚΗΣ: [633, 1336, 766, 1351]
- kicker: Ἐξακολουθοῦσιν: [315, 737, 434, 752]
- headline-poikila: ΠΟΙΚΙΛΑ ΝΕΑ: [340, 272, 524, 303]
- ad-line: ΔΙΕΥΘΥΝΤΑΙ: [656, 1301, 743, 1316]
- article-body: τοῦ ἀποτεθέντος εἰς τὰ Κάτω Πατήσια ἀξιωματικοῦ τοῦ πεζικοῦ θὰ ἐξετασθῇ ἐπὶ ἡμερῶν καὶ ἀνευρεθῇ ἐπὶ τούτου θὰ ἐγκαταστῇ ἀρχιτέκτων θὰ γείνουν ὅλαι διατάξεις τῶν ἐξιτησάντων εἰς τὸ περὶ ἱστορίας τῆς ἀναγνώσεως.: [302, 1198, 562, 1300]
- kicker: Πρὸς τὸν κ. ὑπουργὸν τῶν Στρατιωτικῶν: [575, 354, 824, 386]
- signature: Β. ΠΙΠΙΝΕΛΗΣ: [710, 1189, 814, 1204]
- subheadline: (ΒΟΥΛΕΥΤΟΥ ΠΑΤΡΩΝ): [1216, 921, 1364, 936]
- article-body: Συνεστήθη ἐπιτροπή, ἀποτελουμένη ἐκ τοῦ προέδρου τῆς Ἐπιτροπῆς καὶ τῶν κ.κ. Λυμπρίτου, Καλλιγά, Στάη, Εὐταξίου, καὶ Θάνη, ἥτις θὰ καταρτίσῃ τὸ πρόγραμμα τοῦ διαγωνισμοῦ εἰς τὴν γυμναστικὴν, ὅστις θὰ γείνῃ τὴν ἡμέραν τῆς ἑορτῆς τοῦ Βασιλέως ἐν τῷ Παναθηναϊκῷ Σταδίῳ μεταξὺ τῶν διαφόρων σχολείων τῆς πρωτευούσης. Ἡ ἐπιτροπὴ αὕτη συνῆλθε χθὲς ἐν τῷ ὑπουργείῳ τῆς Παιδείας καὶ ἤρχισε τὰς ἐργασίας αὐτῆς. Ἐν τέλει δὲ ἀνετέθη εἰς τοὺς κ.κ. Εὐταξίαν, Στάην καὶ Καλλιγάν νὰ θέσουν τὰς βάσεις τοῦ προγράμματος τῶν ἑορτῶν τούτων.: [58, 1628, 288, 1921]
- subheadline: Η ΠΡΟΕΛΑΣΙΣ ΤΩΝ ΑΓΓΛΩΝ: [879, 147, 1094, 166]
- headline-proxenikos: Ο ΠΡΟΞΕΝΙΚΟΣ ΝΟΜΟΣ: [80, 1936, 265, 1955]
